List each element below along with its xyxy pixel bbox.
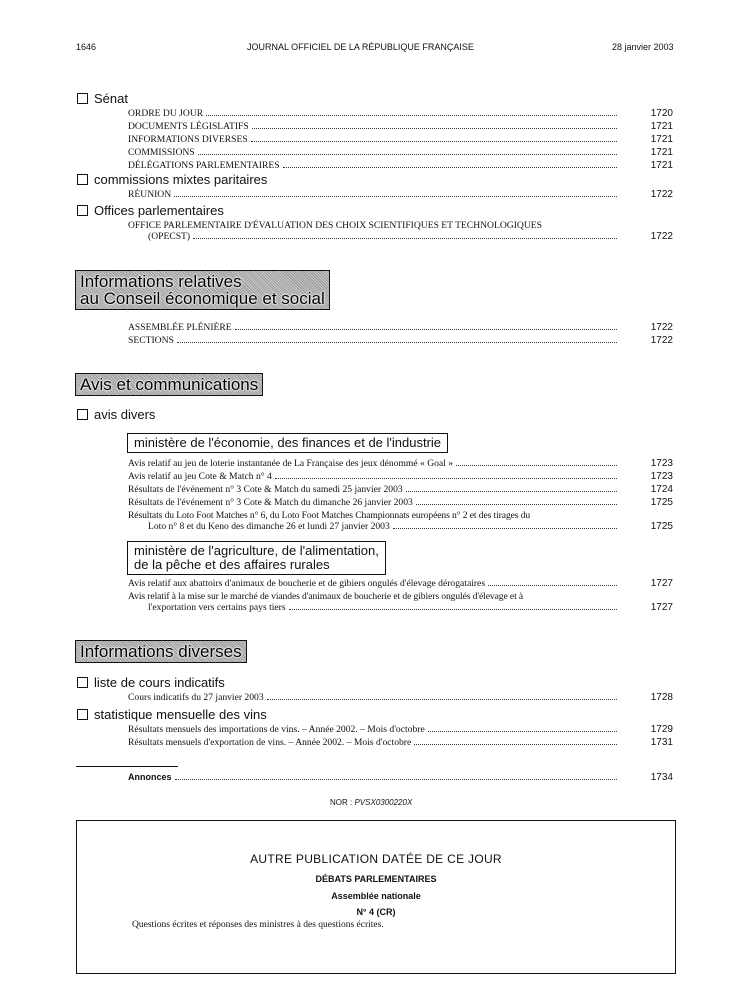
section-commissions-mixtes — [77, 173, 267, 187]
ministry-box-economie: ministère de l'économie, des finances et de l'industrie — [127, 433, 448, 453]
checkbox-icon — [77, 409, 88, 420]
section-statistique-vins — [77, 708, 267, 722]
toc-row-annonces[interactable]: Annonces 1734 — [128, 772, 673, 783]
section-offices — [77, 204, 224, 218]
section-senat — [77, 92, 128, 106]
toc-row[interactable]: Résultats de l'événement n° 3 Cote & Match du samedi 25 janvier 2003 1724 — [128, 484, 673, 495]
toc-row-line1[interactable]: Résultats du Loto Foot Matches n° 6, du Loto Foot Matches Championnats européens n° 2 et des tirages du — [128, 510, 531, 521]
header-date: 28 janvier 2003 — [612, 42, 674, 52]
nor-reference: NOR : PVSX0300220X — [330, 798, 413, 807]
section-title: commissions mixtes paritaires — [94, 172, 268, 187]
ministry-box-agriculture: ministère de l'agriculture, de l'alimentation, de la pêche et des affaires rurales — [127, 541, 386, 575]
toc-row[interactable]: Cours indicatifs du 27 janvier 2003 1728 — [128, 692, 673, 703]
section-title: statistique mensuelle des vins — [94, 707, 267, 722]
toc-row[interactable]: INFORMATIONS DIVERSES 1721 — [128, 134, 673, 145]
toc-row[interactable]: Loto n° 8 et du Keno des dimanche 26 et lundi 27 janvier 2003 1725 — [148, 521, 673, 532]
section-title: Offices parlementaires — [94, 203, 224, 218]
banner-avis-communications: Avis et communications — [75, 373, 263, 396]
section-title: liste de cours indicatifs — [94, 675, 225, 690]
publication-description: Questions écrites et réponses des ministres à des questions écrites. — [132, 920, 384, 930]
toc-row[interactable]: Résultats mensuels d'exportation de vins. – Année 2002. – Mois d'octobre 1731 — [128, 737, 673, 748]
section-title: avis divers — [94, 407, 156, 422]
checkbox-icon — [77, 205, 88, 216]
toc-row[interactable]: Résultats mensuels des importations de vins. – Année 2002. – Mois d'octobre 1729 — [128, 724, 673, 735]
toc-row[interactable]: COMMISSIONS 1721 — [128, 147, 673, 158]
publication-box — [76, 820, 676, 974]
toc-row[interactable]: DOCUMENTS LÉGISLATIFS 1721 — [128, 121, 673, 132]
checkbox-icon — [77, 93, 88, 104]
toc-row[interactable]: Résultats de l'événement n° 3 Cote & Match du dimanche 26 janvier 2003 1725 — [128, 497, 673, 508]
toc-row[interactable]: ORDRE DU JOUR 1720 — [128, 108, 673, 119]
toc-row-line1[interactable]: Avis relatif à la mise sur le marché de viandes d'animaux de boucherie et de gibiers ongulés d'élevage et à — [128, 591, 524, 602]
journal-title: JOURNAL OFFICIEL DE LA RÉPUBLIQUE FRANÇAISE — [247, 42, 474, 52]
section-cours-indicatifs — [77, 676, 225, 690]
publication-subtitle: DÉBATS PARLEMENTAIRES — [315, 874, 437, 884]
publication-title: AUTRE PUBLICATION DATÉE DE CE JOUR — [250, 852, 502, 866]
toc-row[interactable]: Avis relatif aux abattoirs d'animaux de boucherie et de gibiers ongulés d'élevage dérogataires 1727 — [128, 578, 673, 589]
section-title: Sénat — [94, 91, 128, 106]
section-avis-divers — [77, 408, 155, 422]
toc-row[interactable]: DÉLÉGATIONS PARLEMENTAIRES 1721 — [128, 160, 673, 171]
divider — [76, 766, 178, 767]
toc-row[interactable]: (OPECST) 1722 — [148, 231, 673, 242]
publication-assembly: Assemblée nationale — [331, 891, 421, 901]
banner-informations-diverses: Informations diverses — [75, 640, 247, 663]
checkbox-icon — [77, 677, 88, 688]
toc-row[interactable]: SECTIONS 1722 — [128, 335, 673, 346]
toc-row[interactable]: Avis relatif au jeu Cote & Match n° 4 1723 — [128, 471, 673, 482]
page-number: 1646 — [76, 42, 97, 52]
checkbox-icon — [77, 709, 88, 720]
banner-conseil-economique: Informations relatives au Conseil économique et social — [75, 270, 330, 310]
toc-row[interactable]: ASSEMBLÉE PLÉNIÈRE 1722 — [128, 322, 673, 333]
toc-row[interactable]: l'exportation vers certains pays tiers 1727 — [148, 602, 673, 613]
toc-row[interactable]: Avis relatif au jeu de loterie instantanée de La Française des jeux dénommé « Goal » 1723 — [128, 458, 673, 469]
toc-row-line1[interactable]: OFFICE PARLEMENTAIRE D'ÉVALUATION DES CHOIX SCIENTIFIQUES ET TECHNOLOGIQUES — [128, 220, 542, 231]
publication-number: N° 4 (CR) — [356, 907, 396, 917]
toc-row[interactable]: RÉUNION 1722 — [128, 189, 673, 200]
checkbox-icon — [77, 174, 88, 185]
